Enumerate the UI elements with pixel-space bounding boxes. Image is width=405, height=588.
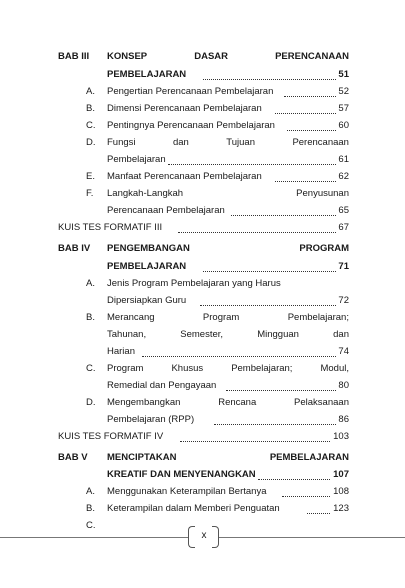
entry-word: Tahunan, (107, 329, 147, 340)
item-letter: C. (86, 363, 96, 374)
toc-page: 80 (338, 380, 349, 391)
toc-entry-3b[interactable]: Dimensi Perencanaan Pembelajaran (107, 103, 262, 114)
entry-word: Program (202, 312, 240, 323)
chapter-3-title-line1[interactable] (107, 51, 349, 62)
entry-word: Perencanaan (292, 137, 349, 148)
page-number-bracket-left (188, 526, 195, 548)
entry-word: Khusus (171, 363, 204, 374)
toc-entry-4d-line1[interactable] (107, 397, 349, 408)
entry-word: Modul, (320, 363, 349, 374)
item-letter: F. (86, 188, 94, 199)
leader-dots (200, 305, 336, 306)
chapter-4-title-line2[interactable]: PEMBELAJARAN (107, 261, 187, 272)
entry-word: Merancang (107, 312, 155, 323)
toc-page: 103 (333, 431, 349, 442)
footer-rule-left (0, 537, 188, 538)
toc-entry-4b-line2[interactable] (107, 329, 349, 340)
title-word: PERENCANAAN (275, 51, 349, 62)
toc-entry-5b[interactable]: Keterampilan dalam Memberi Penguatan (107, 503, 280, 514)
chapter-3-page: 51 (338, 69, 349, 80)
item-letter: B. (86, 312, 95, 323)
chapter-5-page: 107 (333, 469, 349, 480)
toc-entry-3f-line1[interactable] (107, 188, 349, 199)
toc-page: 60 (338, 120, 349, 131)
leader-dots (275, 181, 336, 182)
toc-page: 62 (338, 171, 349, 182)
entry-word: Semester, (180, 329, 224, 340)
item-letter: B. (86, 503, 95, 514)
leader-dots (178, 232, 336, 233)
entry-word: Pelaksanaan (294, 397, 349, 408)
toc-page: 86 (338, 414, 349, 425)
chapter-3-title-line2[interactable]: PEMBELAJARAN (107, 69, 187, 80)
leader-dots (284, 96, 336, 97)
item-letter: D. (86, 397, 96, 408)
item-letter: C. (86, 520, 96, 531)
entry-word: Penyusunan (296, 188, 349, 199)
entry-word: Rencana (218, 397, 257, 408)
item-letter: E. (86, 171, 95, 182)
toc-page: 74 (338, 346, 349, 357)
item-letter: A. (86, 86, 95, 97)
toc-page: 61 (338, 154, 349, 165)
page-number-bracket-right (212, 526, 219, 548)
leader-dots (142, 356, 336, 357)
entry-word: Fungsi (107, 137, 136, 148)
title-word: PEMBELAJARAN (269, 452, 349, 463)
entry-word: Mingguan (257, 329, 299, 340)
toc-entry-4a-line2[interactable]: Dipersiapkan Guru (107, 295, 187, 306)
item-letter: B. (86, 103, 95, 114)
toc-page: 67 (338, 222, 349, 233)
chapter-3-label: BAB III (58, 51, 90, 62)
toc-entry-3d-line1[interactable] (107, 137, 349, 148)
item-letter: D. (86, 137, 96, 148)
leader-dots (275, 113, 336, 114)
toc-entry-3f-line2[interactable]: Perencanaan Pembelajaran (107, 205, 225, 216)
toc-entry-5a[interactable]: Menggunakan Keterampilan Bertanya (107, 486, 267, 497)
leader-dots (180, 441, 330, 442)
chapter-4-title-line1[interactable] (107, 243, 349, 254)
item-letter: C. (86, 120, 96, 131)
toc-page: 65 (338, 205, 349, 216)
title-word: PROGRAM (299, 243, 349, 254)
leader-dots (214, 424, 336, 425)
toc-entry-4c-line1[interactable] (107, 363, 349, 374)
leader-dots (287, 130, 336, 131)
chapter-5-title-line2[interactable]: KREATIF DAN MENYENANGKAN (107, 469, 256, 480)
page-number: x (201, 530, 207, 541)
toc-entry-3e[interactable]: Manfaat Perencanaan Pembelajaran (107, 171, 262, 182)
toc-page: 52 (338, 86, 349, 97)
toc-entry-3a[interactable]: Pengertian Perencanaan Pembelajaran (107, 86, 274, 97)
leader-dots (203, 79, 336, 80)
entry-word: Pembelajaran; (231, 363, 293, 374)
chapter-4-label: BAB IV (58, 243, 91, 254)
entry-word: Mengembangkan (107, 397, 181, 408)
leader-dots (231, 215, 336, 216)
entry-word: Program (107, 363, 144, 374)
title-word: KONSEP (107, 51, 148, 62)
leader-dots (168, 164, 336, 165)
title-word: MENCIPTAKAN (107, 452, 177, 463)
entry-word: dan (333, 329, 349, 340)
title-word: DASAR (194, 51, 228, 62)
leader-dots (282, 496, 330, 497)
entry-word: dan (172, 137, 189, 148)
toc-entry-4d-line2[interactable]: Pembelajaran (RPP) (107, 414, 195, 425)
quiz-3[interactable]: KUIS TES FORMATIF III (58, 222, 163, 233)
entry-word: Tujuan (226, 137, 255, 148)
leader-dots (226, 390, 336, 391)
title-word: PENGEMBANGAN (107, 243, 190, 254)
entry-word: Pembelajaran; (287, 312, 349, 323)
toc-entry-4b-line1[interactable] (107, 312, 349, 323)
toc-entry-4a-line1[interactable]: Jenis Program Pembelajaran yang Harus (107, 278, 281, 289)
entry-word: Langkah-Langkah (107, 188, 184, 199)
toc-page: 57 (338, 103, 349, 114)
toc-page: 123 (333, 503, 349, 514)
item-letter: A. (86, 486, 95, 497)
toc-entry-4c-line2[interactable]: Remedial dan Pengayaan (107, 380, 217, 391)
leader-dots (307, 513, 330, 514)
toc-entry-3d-line2[interactable]: Pembelajaran (107, 154, 166, 165)
toc-page: 72 (338, 295, 349, 306)
quiz-4[interactable]: KUIS TES FORMATIF IV (58, 431, 164, 442)
toc-entry-3c[interactable]: Pentingnya Perencanaan Pembelajaran (107, 120, 275, 131)
leader-dots (203, 271, 336, 272)
item-letter: A. (86, 278, 95, 289)
footer-rule-right (219, 537, 405, 538)
toc-entry-4b-line3[interactable]: Harian (107, 346, 135, 357)
chapter-5-label: BAB V (58, 452, 88, 463)
toc-page: 108 (333, 486, 349, 497)
chapter-4-page: 71 (338, 261, 349, 272)
leader-dots (258, 479, 330, 480)
chapter-5-title-line1[interactable] (107, 452, 349, 463)
